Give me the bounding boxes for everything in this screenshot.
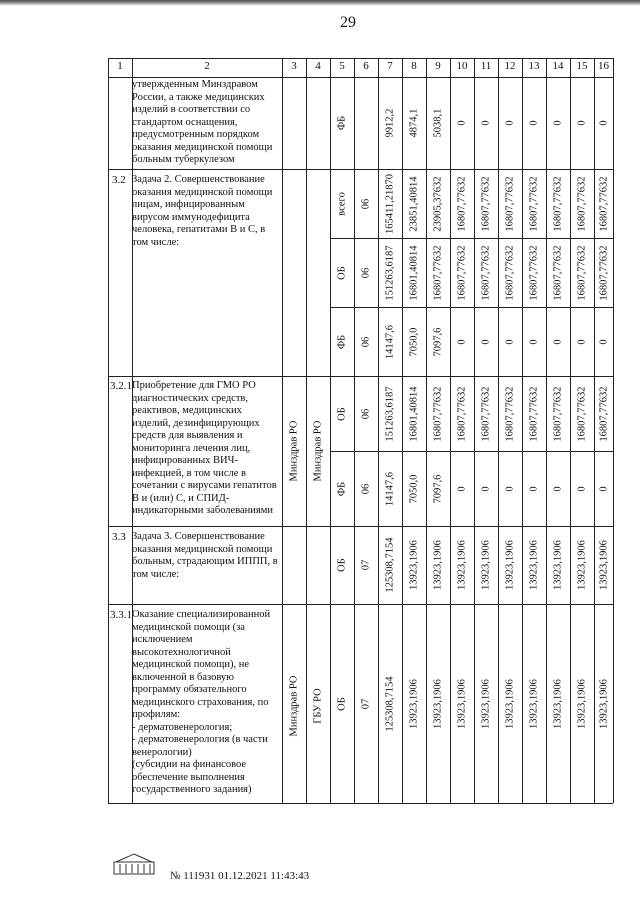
value-cell: 0: [528, 485, 540, 492]
building-emblem-icon: [112, 852, 156, 876]
col-header-14: 14: [552, 60, 564, 72]
budget-code-cell: 06: [360, 267, 372, 278]
value-cell: 13923,1906: [552, 540, 564, 590]
col-header-9: 9: [435, 60, 441, 72]
value-cell: 0: [480, 338, 492, 345]
col-header-4: 4: [315, 60, 321, 72]
value-cell: 0: [504, 338, 516, 345]
value-cell: 7050,0: [408, 327, 420, 356]
value-cell: 13923,1906: [408, 540, 420, 590]
executor-cell: Минздрав РО: [288, 420, 300, 482]
funding-source-cell: ОБ: [336, 406, 348, 421]
table-hline: [108, 169, 613, 170]
budget-code-cell: 07: [360, 559, 372, 571]
value-cell: 7050,0: [408, 474, 420, 503]
value-cell: 0: [456, 338, 468, 345]
value-cell: 16807,77632: [504, 175, 516, 232]
value-cell: 151263,6187: [384, 385, 396, 442]
value-cell: 16807,77632: [432, 244, 444, 301]
budget-code-cell: 07: [360, 698, 372, 709]
value-cell: 9912,2: [384, 108, 396, 138]
value-cell: 16807,77632: [528, 175, 540, 232]
page-number: 29: [340, 14, 356, 31]
row-number: 3.3: [112, 531, 126, 543]
col-header-3: 3: [291, 60, 297, 72]
value-cell: 14147,6: [384, 471, 396, 506]
value-cell: 16807,77632: [480, 175, 492, 232]
value-cell: 16807,77632: [576, 175, 588, 232]
table-hline: [108, 526, 613, 527]
row-description: Задача 3. Совершенствование оказания медицинской помощи больным, страдающим ИППП, в том числе:: [132, 531, 278, 580]
value-cell: 13923,1906: [456, 678, 468, 729]
col-header-1: 1: [117, 60, 123, 72]
col-header-13: 13: [528, 60, 540, 72]
value-cell: 0: [598, 485, 610, 492]
value-cell: 13923,1906: [480, 678, 492, 729]
value-cell: 16807,77632: [528, 385, 540, 442]
value-cell: 0: [480, 485, 492, 492]
value-cell: 0: [528, 120, 540, 126]
value-cell: 14147,6: [384, 324, 396, 359]
value-cell: 125308,7154: [384, 675, 396, 732]
value-cell: 13923,1906: [576, 678, 588, 729]
value-cell: 16807,77632: [480, 385, 492, 442]
value-cell: 13923,1906: [598, 540, 610, 590]
value-cell: 16801,40814: [408, 385, 420, 442]
value-cell: 151263,6187: [384, 244, 396, 301]
budget-code-cell: 06: [360, 483, 372, 494]
value-cell: 16807,77632: [432, 385, 444, 442]
value-cell: 16807,77632: [552, 385, 564, 442]
value-cell: 13923,1906: [576, 540, 588, 590]
value-cell: 0: [456, 485, 468, 492]
value-cell: 16807,77632: [456, 244, 468, 301]
table-hline: [108, 58, 613, 59]
col-header-5: 5: [339, 60, 345, 72]
table-hline: [108, 803, 613, 804]
funding-source-cell: всего: [336, 191, 348, 216]
participant-cell: ГБУ РО: [312, 688, 324, 724]
col-header-7: 7: [387, 60, 393, 72]
value-cell: 16807,77632: [598, 385, 610, 442]
value-cell: 13923,1906: [528, 540, 540, 590]
budget-code-cell: 06: [360, 198, 372, 209]
value-cell: 16807,77632: [504, 385, 516, 442]
value-cell: 7097,6: [432, 474, 444, 503]
value-cell: 0: [504, 120, 516, 126]
col-header-10: 10: [456, 60, 468, 72]
row-description: Приобретение для ГМО РО диагностических средств, реактивов, медицинских изделий, дезинфицирующих средств для выявления и мониторинга лечения лиц, инфицированных ВИЧ-инфекцией, в том числе в сочетании с вирусами гепатитов В и (или) С, и СПИД-индикаторными заболеваниями: [132, 380, 277, 516]
row-description: Оказание специализированной медицинской помощи (за исключением высокотехнологичной медицинской помощи), не включенной в базовую программу обязательного медицинского страхования, по профилям: - дерматовенерология; - дерматовенерология (в части венерологии) (субсидии на финансовое обеспечение выполнения государственного задания): [132, 609, 271, 795]
value-cell: 0: [576, 485, 588, 492]
budget-code-cell: 06: [360, 408, 372, 419]
value-cell: 0: [552, 485, 564, 492]
value-cell: 13923,1906: [504, 678, 516, 729]
funding-source-cell: ФБ: [336, 481, 348, 496]
table-sub-hline: [330, 238, 613, 239]
value-cell: 23851,40814: [408, 175, 420, 232]
value-cell: 16807,77632: [456, 385, 468, 442]
value-cell: 16807,77632: [480, 244, 492, 301]
value-cell: 0: [576, 338, 588, 345]
value-cell: 23905,37632: [432, 175, 444, 232]
value-cell: 16807,77632: [552, 244, 564, 301]
value-cell: 13923,1906: [504, 540, 516, 590]
value-cell: 0: [552, 120, 564, 126]
value-cell: 16807,77632: [576, 244, 588, 301]
value-cell: 13923,1906: [432, 540, 444, 590]
col-header-16: 16: [598, 60, 609, 72]
value-cell: 0: [456, 120, 468, 126]
value-cell: 13923,1906: [598, 678, 610, 729]
value-cell: 13923,1906: [528, 678, 540, 729]
value-cell: 0: [598, 338, 610, 345]
value-cell: 13923,1906: [552, 678, 564, 729]
value-cell: 0: [598, 120, 610, 126]
col-header-11: 11: [480, 60, 492, 72]
value-cell: 16807,77632: [598, 175, 610, 232]
col-header-6: 6: [363, 60, 369, 72]
value-cell: 165411,21870: [384, 173, 396, 234]
participant-cell: Минздрав РО: [312, 420, 324, 482]
funding-source-cell: ОБ: [336, 696, 348, 711]
value-cell: 16807,77632: [528, 244, 540, 301]
col-header-12: 12: [504, 60, 516, 72]
table-hline: [108, 604, 613, 605]
value-cell: 4874,1: [408, 108, 420, 138]
table-sub-hline: [330, 307, 613, 308]
value-cell: 16807,77632: [598, 244, 610, 301]
value-cell: 0: [480, 120, 492, 126]
value-cell: 7097,6: [432, 327, 444, 356]
funding-source-cell: ОБ: [336, 265, 348, 280]
value-cell: 0: [576, 120, 588, 126]
top-edge-line: [0, 0, 640, 6]
row-description: Задача 2. Совершенствование оказания медицинской помощи лицам, инфицированным вирусом иммунодефицита человека, гепатитами В и С, в том числе:: [132, 174, 273, 248]
value-cell: 16807,77632: [576, 385, 588, 442]
value-cell: 16801,40814: [408, 244, 420, 301]
funding-source-cell: ОБ: [336, 558, 348, 572]
table-hline: [108, 77, 613, 78]
table-hline: [108, 376, 613, 377]
row-description: утвержденным Минздравом России, а также медицинских изделий в соответствии со стандартом оснащения, предусмотренным порядком оказания медицинской помощи больным туберкулезом: [132, 79, 273, 165]
document-registration-footer: № 111931 01.12.2021 11:43:43: [170, 870, 310, 882]
row-number: 3.3.1: [110, 609, 132, 621]
value-cell: 5038,1: [432, 108, 444, 138]
table-vline: [613, 58, 614, 803]
col-header-15: 15: [576, 60, 588, 72]
col-header-2: 2: [204, 60, 210, 72]
value-cell: 0: [552, 338, 564, 345]
value-cell: 13923,1906: [480, 540, 492, 590]
value-cell: 0: [528, 338, 540, 345]
executor-cell: Минздрав РО: [288, 675, 300, 737]
value-cell: 13923,1906: [432, 678, 444, 729]
row-number: 3.2.1: [110, 380, 132, 392]
value-cell: 16807,77632: [504, 244, 516, 301]
funding-source-cell: ФБ: [336, 334, 348, 349]
value-cell: 13923,1906: [408, 678, 420, 729]
budget-code-cell: 06: [360, 336, 372, 347]
value-cell: 0: [504, 485, 516, 492]
table-sub-hline: [330, 451, 613, 452]
value-cell: 16807,77632: [456, 175, 468, 232]
funding-source-cell: ФБ: [336, 115, 348, 131]
value-cell: 125308,7154: [384, 537, 396, 593]
row-number: 3.2: [112, 174, 126, 186]
value-cell: 13923,1906: [456, 540, 468, 590]
col-header-8: 8: [411, 60, 417, 72]
value-cell: 16807,77632: [552, 175, 564, 232]
